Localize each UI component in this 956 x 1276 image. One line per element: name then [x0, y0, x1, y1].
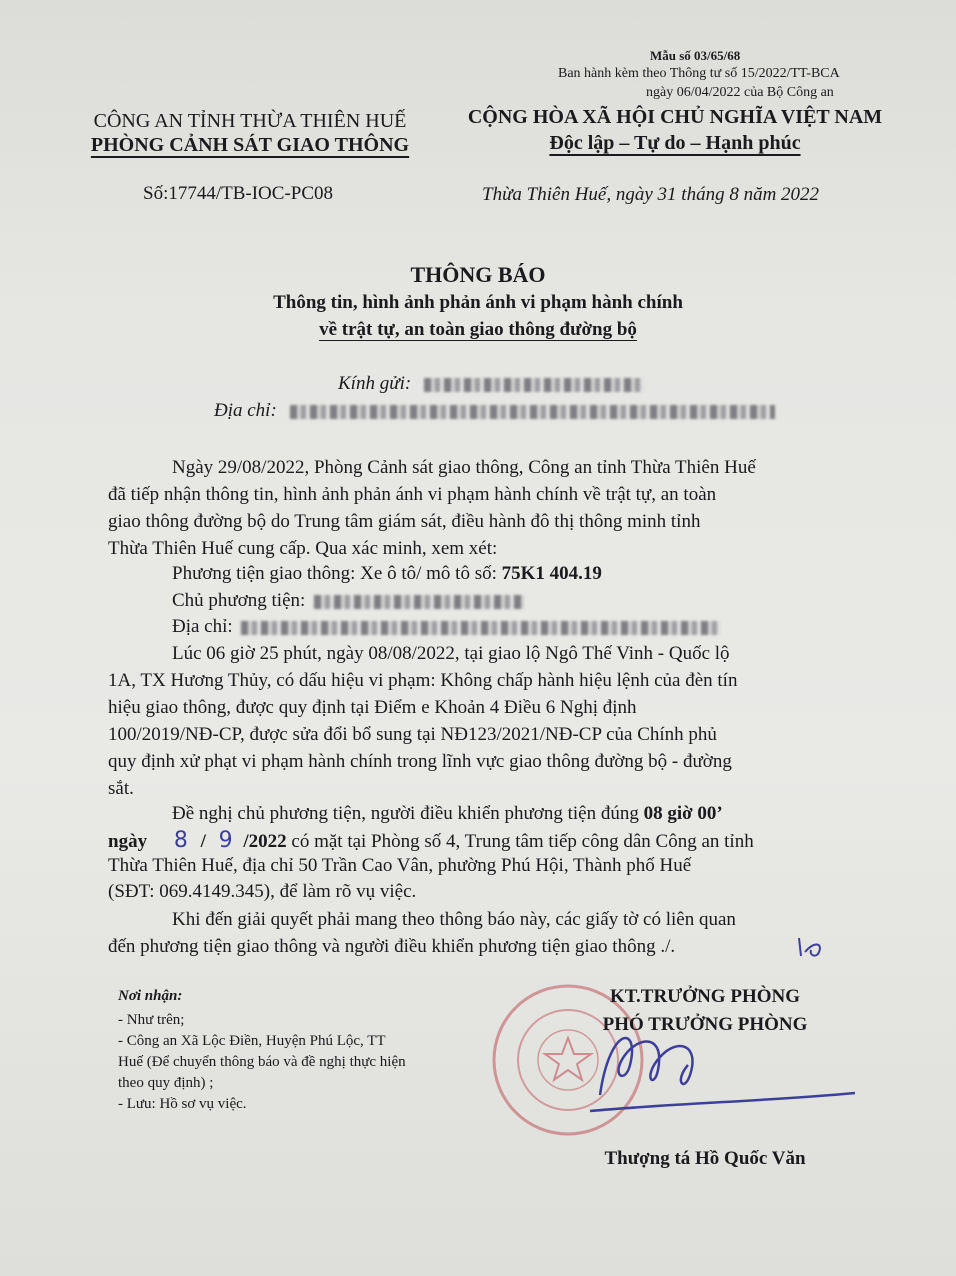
paragraph-3-line-3: Thừa Thiên Huế, địa chỉ 50 Trần Cao Vân, phường Phú Hội, Thành phố Huế	[108, 855, 692, 876]
vehicle-plate: 75K1 404.19	[501, 563, 602, 584]
document-number: Số:17744/TB-IOC-PC08	[143, 183, 334, 204]
recipient-3: - Lưu: Hồ sơ vụ việc.	[118, 1096, 247, 1112]
address-line	[214, 400, 775, 422]
handwritten-day: 8	[173, 828, 188, 853]
paragraph-3-line-1-text: Đề nghị chủ phương tiện, người điều khiển phương tiện đúng	[172, 803, 639, 824]
place-date: Thừa Thiên Huế, ngày 31 tháng 8 năm 2022	[482, 184, 820, 205]
form-note-line-2: ngày 06/04/2022 của Bộ Công an	[646, 85, 834, 100]
document-subtitle-2	[0, 319, 956, 341]
vehicle-line	[172, 563, 602, 585]
agency-name: CÔNG AN TỈNH THỪA THIÊN HUẾ	[93, 110, 407, 132]
redacted-owner	[314, 595, 524, 609]
date-label: ngày	[108, 831, 148, 852]
address-label: Địa chỉ:	[214, 400, 277, 421]
signature-title-2: PHÓ TRƯỞNG PHÒNG	[602, 1014, 808, 1035]
paragraph-2-line-6: sắt.	[108, 778, 134, 799]
appointment-time: 08 giờ 00’	[643, 803, 723, 824]
handwritten-month: 9	[218, 828, 233, 853]
date-separator: /	[200, 831, 206, 852]
owner-address-label: Địa chỉ:	[172, 616, 233, 637]
owner-address-line	[172, 616, 721, 638]
recipient-2-line-3: theo quy định) ;	[118, 1075, 214, 1091]
recipient-1: - Như trên;	[118, 1012, 185, 1028]
redacted-owner-address	[241, 621, 721, 635]
document-subtitle-1: Thông tin, hình ảnh phản ánh vi phạm hành chính	[273, 292, 683, 313]
signature-title-1: KT.TRƯỞNG PHÒNG	[610, 986, 800, 1007]
paragraph-2-line-2: 1A, TX Hương Thủy, có dấu hiệu vi phạm: Không chấp hành hiệu lệnh của đèn tín	[108, 670, 738, 691]
paragraph-1-line-4: Thừa Thiên Huế cung cấp. Qua xác minh, xem xét:	[108, 538, 498, 559]
addressee-line	[338, 373, 644, 395]
handwritten-initial-mark	[793, 934, 833, 960]
recipient-2-line-2: Huế (Để chuyển thông báo và đề nghị thực hiện	[118, 1054, 406, 1070]
paragraph-3-line-2-text: có mặt tại Phòng số 4, Trung tâm tiếp công dân Công an tỉnh	[291, 831, 754, 852]
paragraph-1-line-2: đã tiếp nhận thông tin, hình ảnh phản ánh vi phạm hành chính về trật tự, an toàn	[108, 484, 717, 505]
appointment-year: /2022	[243, 831, 287, 852]
owner-label: Chủ phương tiện:	[172, 590, 306, 611]
paragraph-1-line-3: giao thông đường bộ do Trung tâm giám sát, điều hành đô thị thông minh tỉnh	[108, 511, 701, 532]
paragraph-2-line-3: hiệu giao thông, được quy định tại Điểm e Khoản 4 Điều 6 Nghị định	[108, 697, 637, 718]
recipient-2-line-1: - Công an Xã Lộc Điền, Huyện Phú Lộc, TT	[118, 1033, 386, 1049]
form-number: Mẫu số 03/65/68	[650, 48, 741, 63]
paragraph-2-line-1: Lúc 06 giờ 25 phút, ngày 08/08/2022, tại giao lộ Ngô Thế Vinh - Quốc lộ	[172, 643, 730, 664]
redacted-addressee	[424, 378, 644, 392]
addressee-label: Kính gửi:	[338, 373, 412, 394]
national-motto	[440, 132, 910, 155]
department-name-text: PHÒNG CẢNH SÁT GIAO THÔNG	[90, 134, 410, 156]
paragraph-3-line-2	[108, 828, 754, 853]
form-note-line-1: Ban hành kèm theo Thông tư số 15/2022/TT-BCA	[558, 66, 840, 81]
paragraph-2-line-5: quy định xử phạt vi phạm hành chính trong lĩnh vực giao thông đường bộ - đường	[108, 751, 732, 772]
owner-line	[172, 590, 524, 612]
signer-name: Thượng tá Hồ Quốc Văn	[604, 1148, 806, 1169]
national-motto-text: Độc lập – Tự do – Hạnh phúc	[549, 132, 801, 154]
paragraph-4-line-1: Khi đến giải quyết phải mang theo thông báo này, các giấy tờ có liên quan	[172, 909, 736, 930]
redacted-address	[290, 405, 775, 419]
paragraph-3-line-4: (SĐT: 069.4149.345), để làm rõ vụ việc.	[108, 881, 417, 902]
paragraph-2-line-4: 100/2019/NĐ-CP, được sửa đổi bổ sung tại NĐ123/2021/NĐ-CP của Chính phủ	[108, 724, 717, 745]
paragraph-3-line-1	[172, 803, 723, 825]
document-subtitle-2-text: về trật tự, an toàn giao thông đường bộ	[319, 319, 637, 340]
paragraph-4-line-2: đến phương tiện giao thông và người điều khiển phương tiện giao thông ./.	[108, 936, 676, 957]
department-name	[70, 134, 430, 157]
vehicle-label: Phương tiện giao thông: Xe ô tô/ mô tô số:	[172, 563, 497, 584]
nation-name: CỘNG HÒA XÃ HỘI CHỦ NGHĨA VIỆT NAM	[467, 106, 883, 128]
document-title: THÔNG BÁO	[410, 262, 546, 287]
recipients-label: Nơi nhận:	[118, 988, 183, 1004]
handwritten-signature	[570, 1015, 860, 1125]
paragraph-1-line-1: Ngày 29/08/2022, Phòng Cảnh sát giao thông, Công an tỉnh Thừa Thiên Huế	[172, 457, 756, 478]
